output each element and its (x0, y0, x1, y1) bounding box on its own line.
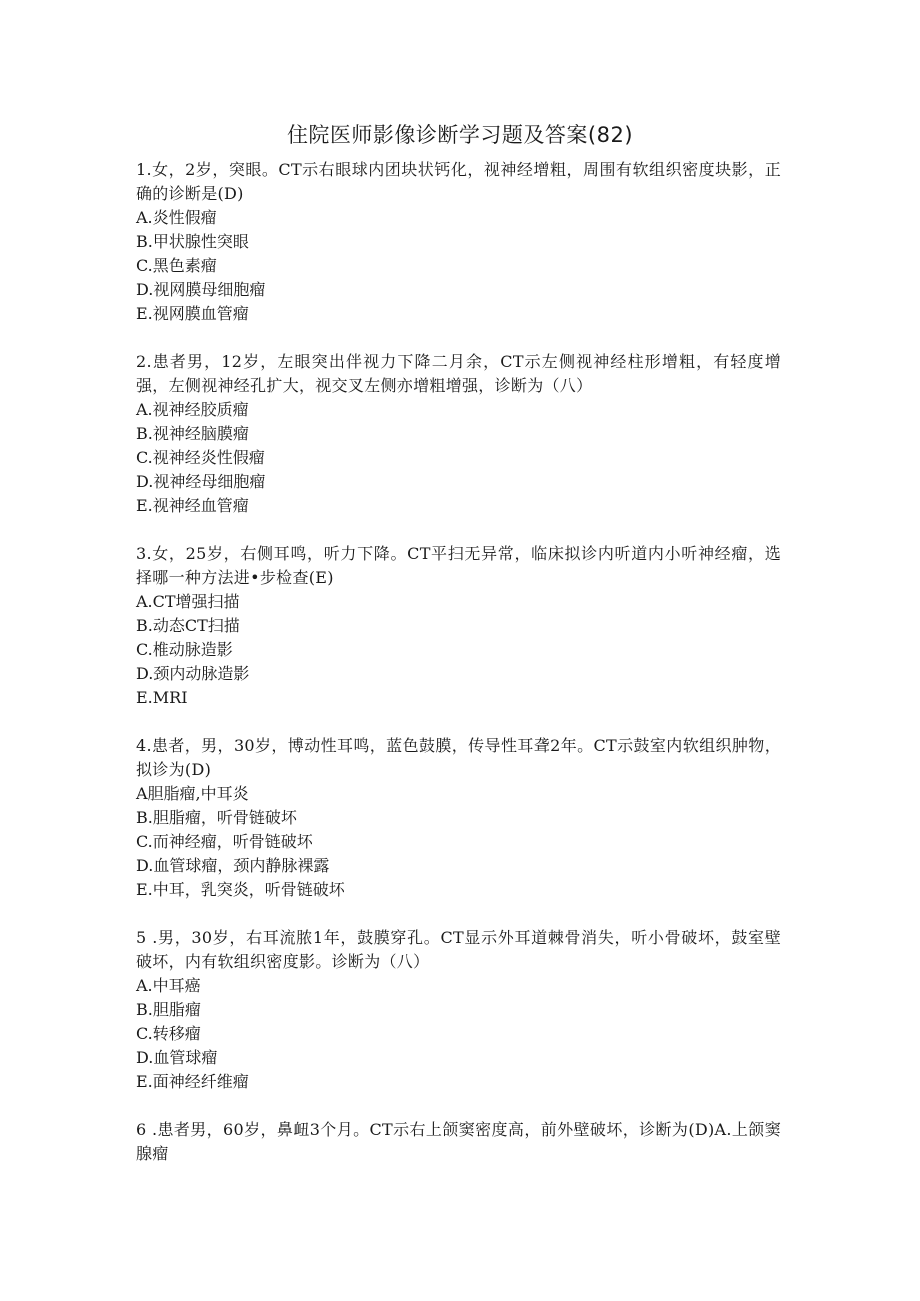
option-d: D.血管球瘤 (136, 1048, 218, 1067)
option-e: E.面神经纤维瘤 (136, 1072, 249, 1091)
option-d: D.视神经母细胞瘤 (136, 472, 266, 491)
option-c: C.视神经炎性假瘤 (136, 448, 265, 467)
option-a: A.视神经胶质瘤 (136, 400, 249, 419)
page-title: 住院医师影像诊断学习题及答案(82) (286, 123, 634, 147)
option-e: E.MRI (136, 688, 188, 707)
option-b: B.胆脂瘤，听骨链破坏 (136, 808, 297, 827)
option-b: B.胆脂瘤 (136, 1000, 201, 1019)
option-d: D.血管球瘤，颈内静脉裸露 (136, 856, 330, 875)
question-stem: 1.女，2岁，突眼。CT示右眼球内团块状钙化，视神经增粗，周围有软组织密度块影，正确的诊断是(D) (136, 160, 781, 203)
question-2 (136, 350, 781, 518)
option-e: E.视神经血管瘤 (136, 496, 249, 515)
option-c: C.而神经瘤，听骨链破坏 (136, 832, 313, 851)
question-4 (136, 734, 781, 902)
question-5 (136, 926, 781, 1094)
option-c: C.黑色素瘤 (136, 256, 217, 275)
option-b: B.甲状腺性突眼 (136, 232, 249, 251)
option-a: A.CT增强扫描 (136, 592, 240, 611)
option-c: C.椎动脉造影 (136, 640, 233, 659)
option-a: A.炎性假瘤 (136, 208, 217, 227)
option-b: B.动态CT扫描 (136, 616, 240, 635)
option-d: D.视网膜母细胞瘤 (136, 280, 266, 299)
question-stem: 2.患者男，12岁，左眼突出伴视力下降二月余，CT示左侧视神经柱形增粗，有轻度增强，左侧视神经孔扩大，视交叉左侧亦增粗增强，诊断为（八） (136, 352, 781, 395)
option-b: B.视神经脑膜瘤 (136, 424, 249, 443)
question-stem: 4.患者，男，30岁，博动性耳鸣，蓝色鼓膜，传导性耳聋2年。CT示鼓室内软组织肿物，拟诊为(D) (136, 736, 781, 779)
option-e: E.中耳，乳突炎，听骨链破坏 (136, 880, 345, 899)
option-c: C.转移瘤 (136, 1024, 201, 1043)
question-stem: 3.女，25岁，右侧耳鸣，听力下降。CT平扫无异常，临床拟诊内听道内小听神经瘤，选择哪一种方法进•步检查(E) (136, 544, 781, 587)
question-stem: 5 .男，30岁，右耳流脓1年，鼓膜穿孔。CT显示外耳道棘骨消失，听小骨破坏，鼓室壁破坏，内有软组织密度影。诊断为（八） (136, 928, 781, 971)
option-d: D.颈内动脉造影 (136, 664, 250, 683)
question-list (136, 158, 781, 1190)
option-a: A胆脂瘤,中耳炎 (136, 784, 249, 803)
option-a: A.中耳癌 (136, 976, 201, 995)
question-stem: 6 .患者男，60岁，鼻衄3个月。CT示右上颌窦密度高，前外壁破坏，诊断为(D)A.上颌窦腺瘤 (136, 1120, 781, 1163)
option-e: E.视网膜血管瘤 (136, 304, 249, 323)
question-3 (136, 542, 781, 710)
question-6 (136, 1118, 781, 1166)
question-1 (136, 158, 781, 326)
